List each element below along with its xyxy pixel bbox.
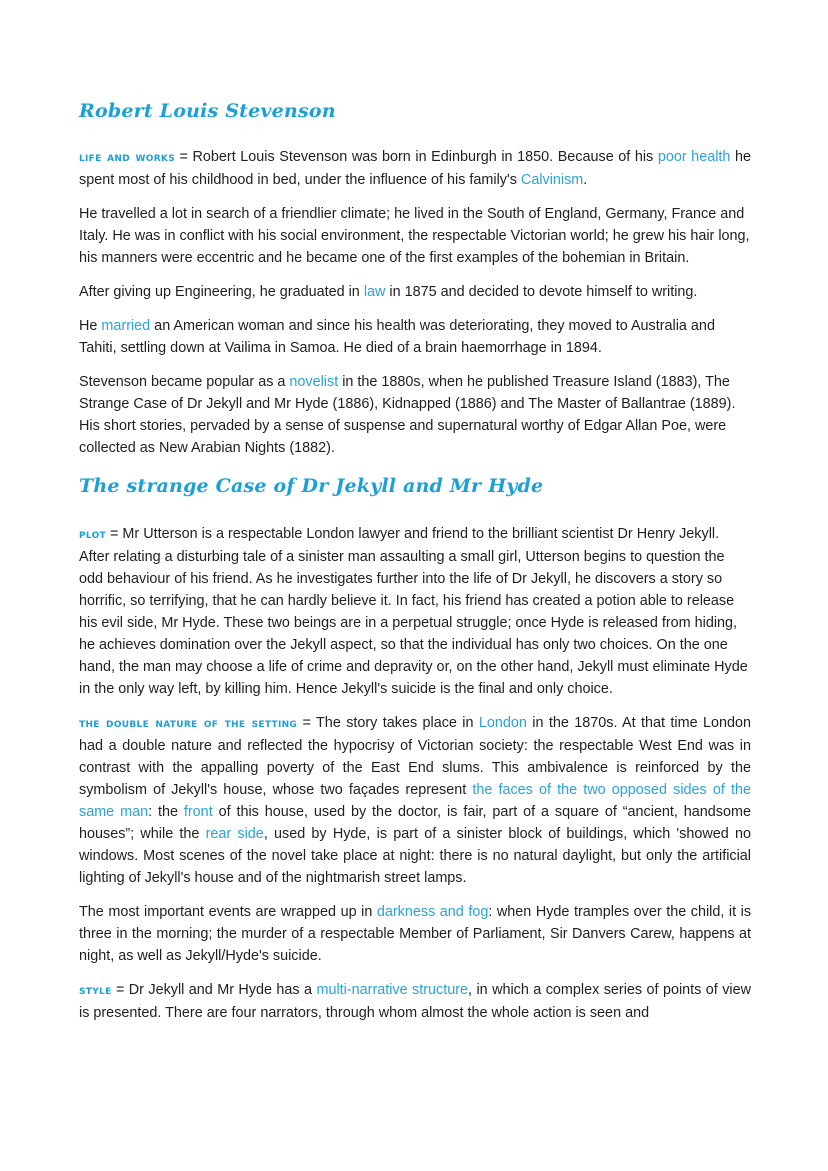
- text-run: in the 1880s, when he published Treasure Island (1883), The Strange Case of Dr Jekyll and Mr Hyde (1886), Kidnapped (1886) and The Master of Ballantrae (1889). His short stories, pervaded by a sense of suspense and supernatural worthy of Edgar Allan Poe, were collected as New Arabian Nights (1882).: [79, 374, 736, 456]
- text-run: = Robert Louis Stevenson was born in Edinburgh in 1850. Because of his: [174, 149, 658, 165]
- paragraph-travels: He travelled a lot in search of a friendlier climate; he lived in the South of England, Germany, France and Italy. He was in conflict with his social environment, the respectable Victorian world; he grew his hair long, his manners were eccentric and he became one of the first examples of the bohemian in Britain.: [79, 206, 750, 266]
- label-style: style: [79, 983, 112, 998]
- highlight-rear-side: rear side: [205, 826, 264, 842]
- text-run: = Dr Jekyll and Mr Hyde has a: [111, 982, 317, 998]
- highlight-front: front: [183, 804, 213, 820]
- label-life-and-works: life and works: [79, 150, 175, 165]
- paragraph-novelist: [79, 371, 751, 459]
- highlight-calvinism: Calvinism: [520, 172, 584, 188]
- text-run: The most important events are wrapped up in: [79, 904, 377, 920]
- text-run: in the 1870s. At that time London had a double nature and reflected the hypocrisy of Victorian society: the respectable West End was in contrast with the appalling poverty of the East End slums. This ambivalence is reinforced by the symbolism of Jekyll's house, whose two façades represent: [79, 715, 751, 798]
- text-run: : the: [148, 804, 184, 820]
- text-run: of this house, used by the doctor, is fair, part of a square of “ancient, handsome houses”; while the: [79, 804, 752, 842]
- text-run: : when Hyde tramples over the child, it is three in the morning; the murder of a respectable Member of Parliament, Sir Danvers Carew, happens at night, as well as Jekyll/Hyde's suicide.: [79, 904, 752, 964]
- paragraph-marriage: [79, 315, 751, 359]
- highlight-darkness-fog: darkness and fog: [376, 904, 489, 920]
- section-title-stevenson: Robert Louis Stevenson: [79, 100, 336, 122]
- text-run: .: [583, 172, 588, 188]
- highlight-london: London: [478, 715, 527, 731]
- section-title-jekyll-hyde: The strange Case of Dr Jekyll and Mr Hyde: [79, 475, 544, 497]
- paragraph-style: [79, 979, 751, 1024]
- highlight-poor-health: poor health: [657, 149, 731, 165]
- text-run: He: [79, 318, 102, 334]
- highlight-novelist: novelist: [289, 374, 339, 390]
- highlight-multi-narrative: multi-narrative structure: [316, 982, 469, 998]
- paragraph-education: [79, 281, 751, 303]
- paragraph-events: [79, 901, 751, 967]
- paragraph-plot: [79, 523, 751, 700]
- text-run: an American woman and since his health was deteriorating, they moved to Australia and Tahiti, settling down at Vailima in Samoa. He died of a brain haemorrhage in 1894.: [79, 318, 715, 356]
- text-run: After giving up Engineering, he graduated in: [79, 284, 364, 300]
- text-run: , used by Hyde, is part of a sinister block of buildings, which 'showed no windows. Most scenes of the novel take place at night: there is no natural daylight, but only the artificial lighting of Jekyll's house and of the nightmarish street lamps.: [79, 826, 751, 886]
- label-plot: plot: [79, 527, 107, 542]
- paragraph-life-and-works: [79, 146, 751, 191]
- document-page: [79, 96, 751, 1036]
- highlight-two-sides: the faces of the two opposed sides of the same man: [79, 782, 751, 820]
- text-run: = Mr Utterson is a respectable London lawyer and friend to the brilliant scientist Dr Henry Jekyll. After relating a disturbing tale of a sinister man assaulting a small girl, Utterson begins to question the odd behaviour of his friend. As he investigates further into the life of Dr Jekyll, he discovers a story so horrific, so terrifying, that he can hardly believe it. In fact, his friend has created a potion able to release his evil side, Mr Hyde. These two beings are in a perpetual struggle; once Hyde is released from hiding, he achieves domination over the Jekyll aspect, so that the individual has only two choices. On the one hand, the man may choose a life of crime and depravity or, on the other hand, Jekyll must eliminate Hyde in the only way left, by killing him. Hence Jekyll's suicide is the final and only choice.: [79, 526, 748, 697]
- text-run: in 1875 and decided to devote himself to writing.: [385, 284, 698, 300]
- highlight-married: married: [101, 318, 151, 334]
- highlight-law: law: [363, 284, 386, 300]
- text-run: = The story takes place in: [297, 715, 479, 731]
- label-setting: the double nature of the setting: [79, 716, 298, 731]
- text-run: Stevenson became popular as a: [79, 374, 290, 390]
- text-run: he spent most of his childhood in bed, under the influence of his family's: [79, 149, 751, 188]
- text-run: , in which a complex series of points of view is presented. There are four narrators, through whom almost the whole action is seen and: [79, 982, 751, 1021]
- paragraph-setting: [79, 712, 751, 889]
